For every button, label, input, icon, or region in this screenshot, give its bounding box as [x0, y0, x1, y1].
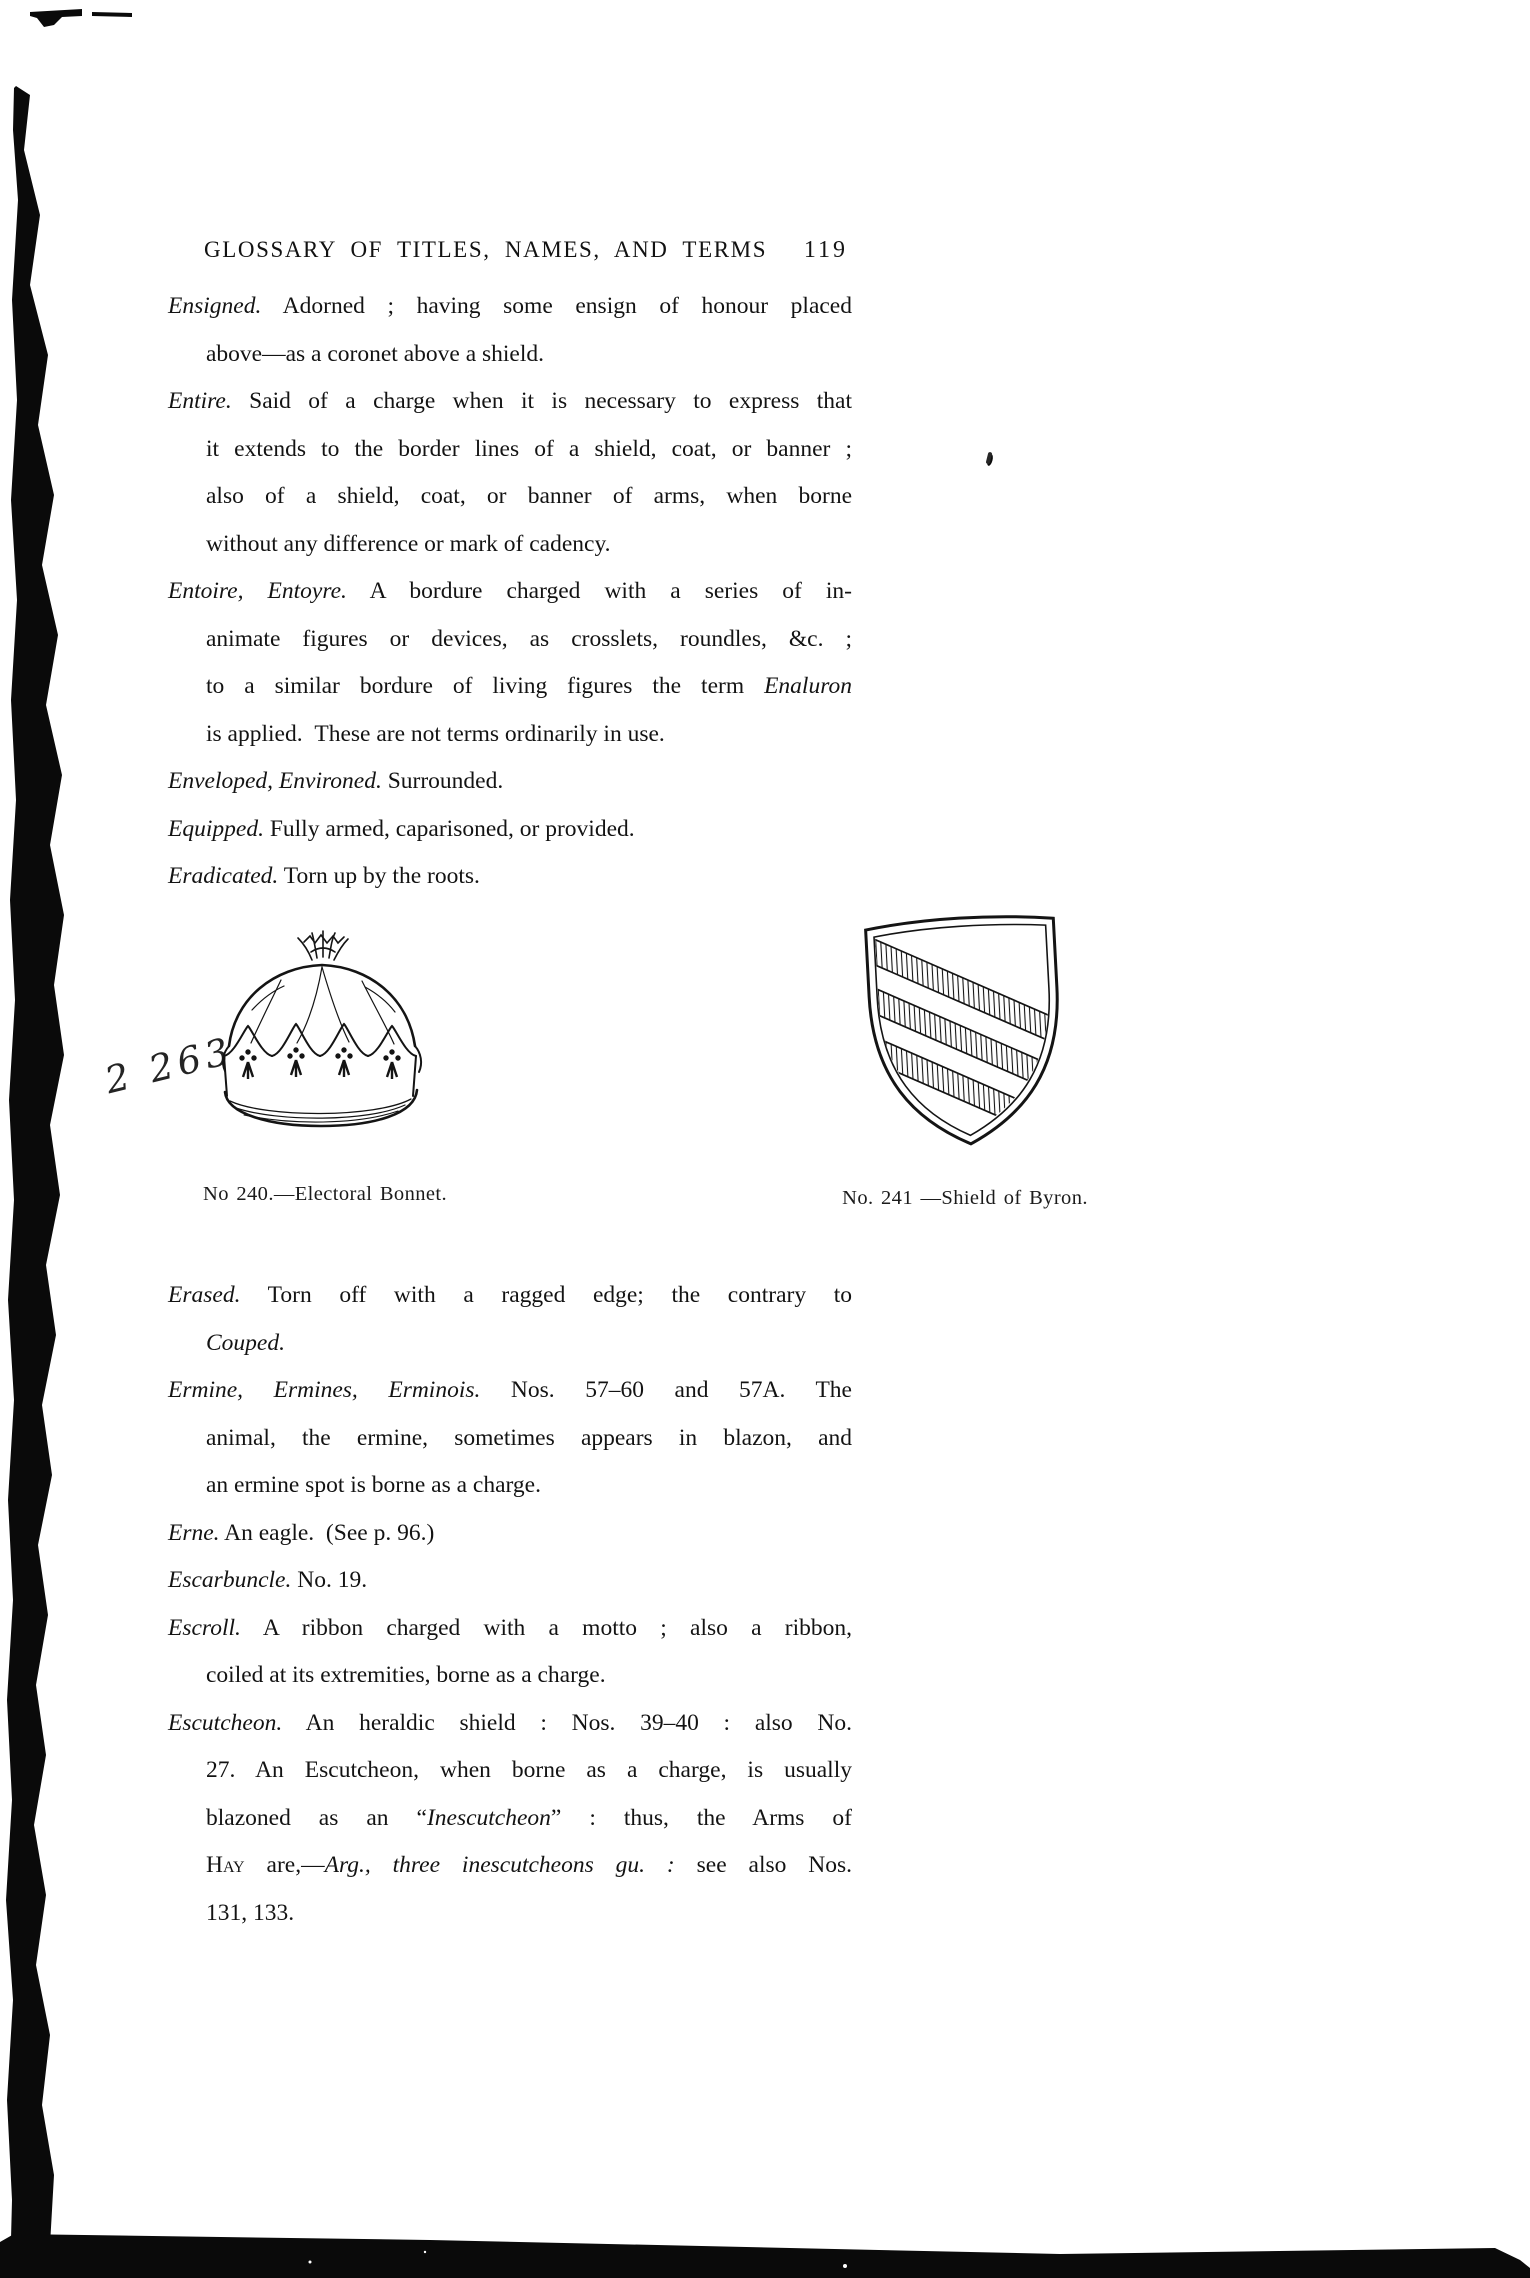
- text-run: animate figures or devices, as crosslets, roundles, &c. ;: [206, 625, 852, 652]
- entry-line: [168, 426, 852, 474]
- entry-line: [168, 1747, 852, 1795]
- figure-electoral-bonnet: [208, 926, 438, 1187]
- glossary-entry: [168, 806, 852, 854]
- text-run: Erne.: [168, 1519, 220, 1546]
- entry-line: [168, 1367, 852, 1415]
- shield-bendlets: [858, 919, 1072, 1162]
- glossary-entry: [168, 378, 852, 568]
- text-run: blazoned as an “: [206, 1804, 427, 1831]
- glossary-entry: [168, 758, 852, 806]
- glossary-entry: [168, 568, 852, 758]
- glossary-section-bottom: [168, 1272, 852, 1937]
- text-run: Ermine, Ermines, Erminois.: [168, 1377, 481, 1403]
- entry-line: [168, 1795, 852, 1843]
- electoral-bonnet-illustration: [208, 926, 438, 1182]
- entry-line: [168, 521, 852, 569]
- entry-line: [168, 1652, 852, 1700]
- glossary-entry: [168, 283, 852, 378]
- text-run: coiled at its extremities, borne as a charge.: [206, 1662, 606, 1688]
- text-run: An heraldic shield : Nos. 39–40 : also No.: [282, 1709, 852, 1736]
- text-run: Enveloped, Environed.: [168, 768, 382, 794]
- text-run: A ribbon charged with a motto ; also a ribbon,: [240, 1614, 852, 1641]
- text-run: Escroll.: [168, 1614, 241, 1641]
- entry-line: [168, 1510, 852, 1558]
- text-run: is applied. These are not terms ordinarily in use.: [206, 720, 665, 747]
- text-run: Ensigned.: [168, 293, 262, 319]
- glossary-entry: [168, 853, 852, 901]
- text-run: see also Nos.: [674, 1852, 853, 1878]
- text-run: Arg., three inescutcheons gu. :: [324, 1852, 675, 1878]
- text-run: Torn off with a ragged edge; the contrary to: [240, 1282, 852, 1308]
- entry-line: [168, 473, 852, 521]
- text-run: ” : thus, the Arms of: [550, 1804, 853, 1831]
- figure-caption-electoral-bonnet: No 240.—Electoral Bonnet.: [202, 1183, 447, 1205]
- text-run: Escarbuncle.: [168, 1567, 292, 1593]
- running-head: GLOSSARY OF TITLES, NAMES, AND TERMS: [204, 237, 768, 262]
- entry-line: [168, 378, 852, 426]
- text-run: 131, 133.: [206, 1899, 295, 1926]
- text-run: Hay: [206, 1852, 245, 1878]
- entry-line: [168, 1700, 852, 1748]
- entry-line: [168, 1462, 852, 1510]
- entry-line: [168, 758, 852, 806]
- glossary-section-top: [168, 283, 852, 901]
- text-run: are,—: [244, 1852, 325, 1878]
- entry-line: [168, 1842, 852, 1890]
- text-run: to a similar bordure of living figures the term: [206, 673, 765, 699]
- entry-line: [168, 283, 852, 331]
- text-run: Said of a charge when it is necessary to express that: [231, 388, 852, 414]
- entry-line: [168, 853, 852, 901]
- glossary-entry: [168, 1557, 852, 1605]
- text-run: Nos. 57–60 and 57A. The: [480, 1377, 852, 1403]
- figure-caption-shield-of-byron: No. 241 —Shield of Byron.: [842, 1187, 1088, 1209]
- text-run: An eagle. (See p. 96.): [219, 1519, 435, 1546]
- text-run: Fully armed, caparisoned, or provided.: [263, 815, 635, 842]
- text-run: animal, the ermine, sometimes appears in blazon, and: [206, 1424, 852, 1451]
- figure-shield-of-byron: [858, 910, 1072, 1167]
- text-run: Eradicated.: [168, 863, 279, 889]
- handwritten-annotation: 2 263: [100, 1028, 239, 1103]
- entry-line: [168, 568, 852, 616]
- text-run: also of a shield, coat, or banner of arms, when borne: [206, 483, 852, 509]
- glossary-entry: [168, 1605, 852, 1700]
- text-run: above—as a coronet above a shield.: [206, 340, 545, 367]
- text-run: Surrounded.: [381, 768, 504, 794]
- bonnet-tuft: [298, 931, 348, 960]
- entry-line: [168, 1890, 852, 1938]
- entry-line: [168, 711, 852, 759]
- text-run: No. 19.: [291, 1567, 368, 1593]
- text-run: Adorned ; having some ensign of honour placed: [261, 293, 852, 319]
- entry-line: [168, 1605, 852, 1653]
- glossary-entry: [168, 1272, 852, 1367]
- entry-line: [168, 1557, 852, 1605]
- page-header: [168, 237, 850, 279]
- glossary-entry: [168, 1367, 852, 1510]
- text-run: 27. An Escutcheon, when borne as a charge, is usually: [206, 1757, 852, 1783]
- text-run: Enaluron: [764, 673, 852, 699]
- text-run: Torn up by the roots.: [278, 863, 480, 889]
- text-run: A bordure charged with a series of in-: [346, 578, 852, 604]
- text-run: it extends to the border lines of a shield, coat, or banner ;: [206, 435, 852, 462]
- text-run: Equipped.: [168, 815, 264, 842]
- scan-speck-mark: [986, 452, 993, 465]
- text-run: an ermine spot is borne as a charge.: [206, 1472, 541, 1498]
- text-run: Entoire, Entoyre.: [168, 578, 347, 604]
- entry-line: [168, 1415, 852, 1463]
- bonnet-ermine-spots: [240, 1048, 400, 1079]
- entry-line: [168, 1320, 852, 1368]
- entry-line: [168, 331, 852, 379]
- entry-line: [168, 616, 852, 664]
- text-run: Erased.: [168, 1282, 241, 1308]
- text-run: Escutcheon.: [168, 1709, 283, 1736]
- entry-line: [168, 663, 852, 711]
- text-run: without any difference or mark of cadency.: [206, 530, 611, 557]
- entry-line: [168, 806, 852, 854]
- page-number: 119: [803, 237, 848, 263]
- entry-line: [168, 1272, 852, 1320]
- text-run: Entire.: [168, 388, 232, 414]
- glossary-entry: [168, 1700, 852, 1938]
- glossary-entry: [168, 1510, 852, 1558]
- shield-of-byron-illustration: [858, 910, 1072, 1162]
- text-run: Couped.: [206, 1329, 285, 1356]
- text-run: Inescutcheon: [426, 1804, 551, 1831]
